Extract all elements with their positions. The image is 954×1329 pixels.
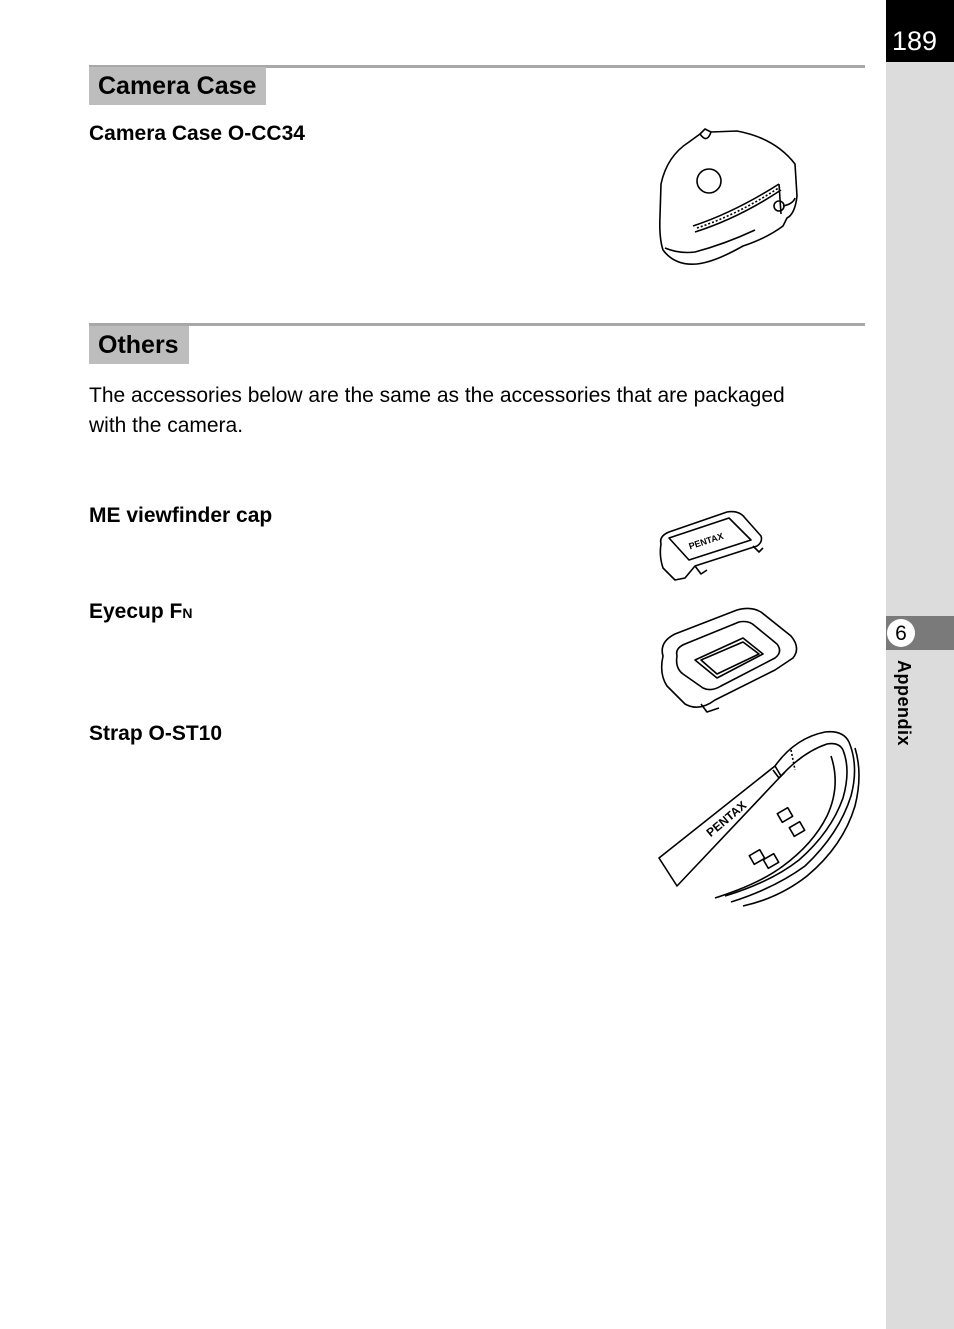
chapter-number: 6 (887, 619, 915, 647)
eyecup-illustration (655, 604, 803, 716)
section-rule-others (89, 323, 865, 326)
viewfinder-cap-illustration (655, 508, 767, 584)
eyecup-title-sub: N (182, 605, 193, 621)
viewfinder-cap-logo-text: PENTAX (687, 530, 725, 552)
item-title-strap: Strap O-ST10 (89, 722, 223, 745)
section-heading-camera-case: Camera Case (89, 67, 266, 105)
item-title-camera-case: Camera Case O-CC34 (89, 122, 305, 145)
camera-case-illustration (655, 126, 800, 271)
eyecup-title-main: Eyecup F (89, 600, 183, 623)
item-title-eyecup (89, 599, 193, 626)
chapter-label: Appendix (894, 660, 914, 747)
strap-logo-text: PENTAX (703, 798, 750, 840)
section-heading-others: Others (89, 326, 189, 364)
item-title-viewfinder-cap: ME viewfinder cap (89, 504, 273, 527)
page-number: 189 (892, 26, 938, 56)
others-intro-text: The accessories below are the same as the accessories that are packaged with the camera. (89, 384, 785, 437)
strap-illustration (655, 726, 865, 906)
